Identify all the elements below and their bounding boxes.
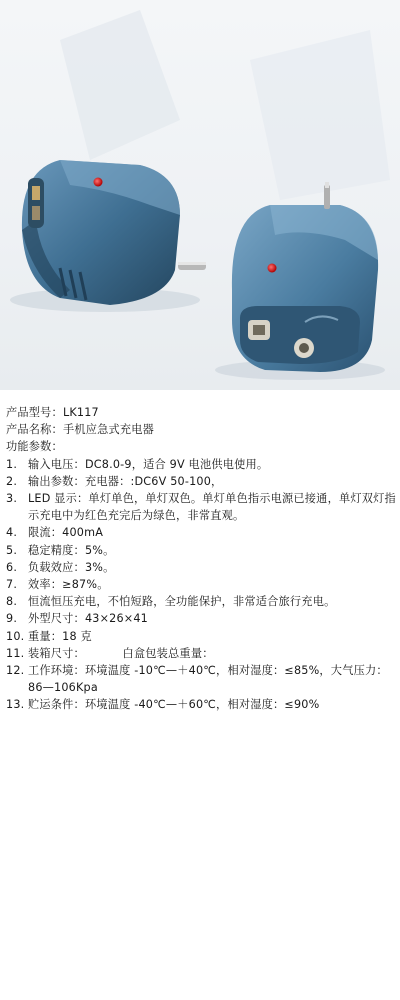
spec-number: 9. xyxy=(6,612,18,626)
charger-right xyxy=(215,182,385,380)
spec-number: 6. xyxy=(6,560,18,574)
spec-text: 输入电压：DC8.0-9，适合 9V 电池供电使用。 xyxy=(28,457,269,471)
spec-item-12 xyxy=(6,662,398,696)
spec-item-5 xyxy=(6,542,398,559)
led-indicator-icon-2 xyxy=(268,264,277,273)
spec-number: 4. xyxy=(6,526,18,540)
spec-item-11 xyxy=(6,645,398,662)
spec-text: 效率：≥87%。 xyxy=(28,578,109,592)
spec-number: 8. xyxy=(6,595,18,609)
spec-item-1 xyxy=(6,456,398,473)
product-photo xyxy=(0,0,400,390)
spec-text: 外型尺寸：43×26×41 xyxy=(28,612,148,626)
spec-text: 贮运条件：环境温度 -40℃—＋60℃，相对湿度：≤90% xyxy=(28,698,320,712)
product-model: 产品型号：LK117 xyxy=(6,406,99,419)
spec-text: 稳定精度：5%。 xyxy=(28,543,115,557)
spec-item-3 xyxy=(6,490,398,524)
spec-text: 负载效应：3%。 xyxy=(28,560,115,574)
spec-text: 恒流恒压充电，不怕短路，全功能保护，非常适合旅行充电。 xyxy=(28,595,336,609)
spec-item-2 xyxy=(6,473,398,490)
spec-number: 10. xyxy=(6,629,25,643)
spec-text: 输出参数：充电器：:DC6V 50-100， xyxy=(28,474,223,488)
product-name: 产品名称：手机应急式充电器 xyxy=(6,423,155,437)
spec-item-9 xyxy=(6,610,398,627)
spec-item-4 xyxy=(6,524,398,541)
spec-text: 装箱尺寸： 白盒包装总重量： xyxy=(28,646,214,660)
led-indicator-icon xyxy=(94,178,103,187)
spec-item-10 xyxy=(6,628,398,645)
spec-sheet xyxy=(6,404,398,714)
spec-item-6 xyxy=(6,559,398,576)
spec-number: 13. xyxy=(6,698,25,712)
spec-item-13 xyxy=(6,696,398,713)
spec-text: LED 显示：单灯单色，单灯双色。单灯单色指示电源已接通，单灯双灯指示充电中为红色充完后为绿色，非常直观。 xyxy=(28,492,396,523)
spec-number: 11. xyxy=(6,646,25,660)
spec-text: 重量：18 克 xyxy=(28,629,92,643)
spec-number: 1. xyxy=(6,457,18,471)
charger-illustration xyxy=(0,0,400,390)
spec-number: 7. xyxy=(6,578,18,592)
spec-text: 工作环境：环境温度 -10℃—＋40℃，相对湿度：≤85%，大气压力：86—106Kpa xyxy=(28,664,388,695)
section-title: 功能参数： xyxy=(6,440,63,454)
spec-item-7 xyxy=(6,576,398,593)
charger-left xyxy=(10,160,206,312)
spec-item-8 xyxy=(6,593,398,610)
spec-text: 限流：400mA xyxy=(28,526,104,540)
spec-number: 12. xyxy=(6,664,25,678)
spec-number: 5. xyxy=(6,543,18,557)
spec-number: 2. xyxy=(6,474,18,488)
spec-number: 3. xyxy=(6,492,18,506)
